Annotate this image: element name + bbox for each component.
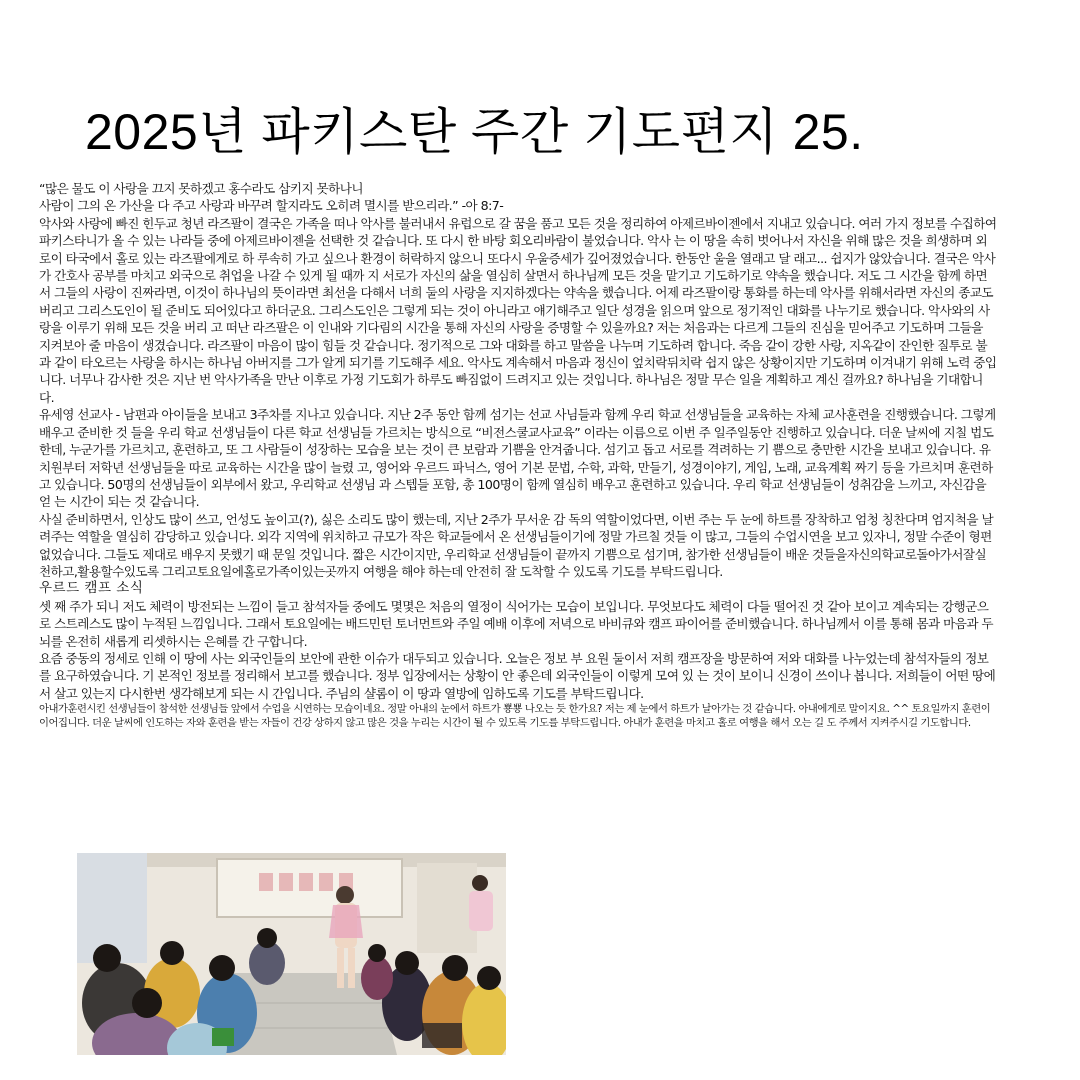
verse-line: “많은 물도 이 사랑을 끄지 못하겠고 홍수라도 삼키지 못하나니 [39,181,363,196]
page-title: 2025년 파키스탄 주간 기도편지 25. [85,104,864,160]
verse-line: 사람이 그의 온 가산을 다 주고 사랑과 바꾸려 할지라도 오히려 멸시를 받으리라.” -아 8:7- [39,198,504,214]
section-heading: 우르드 캠프 소식 [39,580,144,597]
body-paragraph: 요즘 중동의 정세로 인해 이 땅에 사는 외국인들의 보안에 관한 이슈가 대두되고 있습니다. 오늘은 정보 부 요원 둘이서 저희 캠프장을 방문하여 저와 대화를 나누었는데 참석자들의 정보를 요구하였습니다. 기 본적인 정보를 정리해서 보고를 했습니다. 정부 입장에서는 상황이 안 좋은데 외국인들이 이렇게 모여 있 는 것이 보이니 신경이 쓰이나 봅니다. 저희들이 어떤 땅에서 살고 있는지 다시한번 생각해보게 되는 시 간입니다. 주님의 샬롬이 이 땅과 열방에 임하도록 기도를 부탁드립니다. [39,650,996,701]
classroom-photo [77,853,506,1055]
body-paragraph: 사실 준비하면서, 인상도 많이 쓰고, 언성도 높이고(?), 싫은 소리도 많이 했는데, 지난 2주가 무서운 감 독의 역할이었다면, 이번 주는 두 눈에 하트를 장착하고 엄청 칭찬다며 엄지척을 날려주는 역할을 열심히 감당하고 있습니다. 외각 지역에 위치하고 규모가 작은 학교들에서 온 선생님들이기에 정말 가르칠 것들 이 많고, 그들의 수업시연을 보고 있자니, 정말 수준이 형편없었습니다. 그들도 제대로 배우지 못했기 때 문일 것입니다. 짧은 시간이지만, 우리학교 선생님들이 끝까지 기쁨으로 섬기며, 참가한 선생님들이 배운 것들을자신의학교로돌아가서잘실천하고,활용할수있도록 그리고토요일에홀로가족이있는곳까지 여행을 해야 하는데 안전히 잘 도착할 수 있도록 기도를 부탁드립니다. [39,511,994,579]
body-paragraph: 유세영 선교사 - 남편과 아이들을 보내고 3주차를 지나고 있습니다. 지난 2주 동안 함께 섬기는 선교 사님들과 함께 우리 학교 선생님들을 교육하는 자체 교사훈련을 진행했습니다. 그렇게 배우고 준비한 것 들을 우리 학교 선생님들이 다른 학교 선생님들 가르치는 방식으로 “비전스쿨교사교육” 이라는 이름으로 이번 주 일주일동안 진행하고 있습니다. 더운 날씨에 지칠 법도 한데, 누군가를 가르치고, 훈련하고, 또 그 사람들이 성장하는 모습을 보는 것이 큰 보람과 기쁨을 안겨줍니다. 섬기고 돕고 서로를 격려하는 기 쁨으로 충만한 시간을 보내고 있습니다. 유치원부터 저학년 선생님들을 따로 교육하는 시간을 많이 늘렸 고, 영어와 우르드 파닉스, 영어 기본 문법, 수학, 과학, 만들기, 성경이야기, 게임, 노래, 교육계획 짜기 등을 가르치며 훈련하고 있습니다. 50명의 선생님들이 외부에서 왔고, 우리학교 선생님 과 스텝들 포함, 총 100명이 함께 열심히 배우고 훈련하고 있습니다. 우리 학교 선생님들이 성취감을 느끼고, 자신감을 얻 는 시간이 되는 것 같습니다. [39,407,996,510]
classroom-photo-drawing [77,853,506,1055]
body-paragraph: 셋 째 주가 되니 저도 체력이 방전되는 느낌이 들고 참석자들 중에도 몇몇은 처음의 열정이 식어가는 모습이 보입니다. 무엇보다도 체력이 다들 떨어진 것 같아 보이고 계속되는 강행군으로 스트레스도 많이 누적된 느낌입니다. 그래서 토요일에는 배드민턴 토너먼트와 주일 예배 이후에 저녁으로 바비큐와 캠프 파이어를 준비했습니다. 하나님께서 이를 통해 몸과 마음과 두뇌를 온전히 새롭게 리셋하시는 은혜를 간 구합니다. [39,598,994,649]
photo-caption: 아내가훈련시킨 선생님들이 참석한 선생님들 앞에서 수업을 시연하는 모습이네요. 정말 아내의 눈에서 하트가 뿅뿅 나오는 듯 한가요? 저는 제 눈에서 하트가 날아가는 것 같습니다. 아내에게로 말이지요. ^^ 토요일까지 훈련이 이어집니다. 더운 날씨에 인도하는 자와 훈련을 받는 자들이 건강 상하지 않고 많은 것을 누리는 시간이 될 수 있도록 기도를 부탁드립니다. 아내가 훈련을 마치고 홀로 여행을 해서 오는 길 도 주께서 지켜주시길 기도합니다. [39,703,991,730]
letter-body [39,180,997,730]
body-paragraph: 악사와 사랑에 빠진 힌두교 청년 라즈팔이 결국은 가족을 떠나 악사를 불러내서 유럽으로 갈 꿈을 품고 모든 것을 정리하여 아제르바이젠에서 지내고 있습니다. 여러 가지 정보를 수집하여 파키스타니가 올 수 있는 나라들 중에 아제르바이젠을 선택한 것 같습니다. 또 다시 한 바탕 회오리바람이 불었습니다. 악사 는 이 땅을 속히 벗어나서 자신을 위해 많은 것을 희생하며 외로이 타국에서 홀로 있는 라즈팔에게로 하 루속히 가고 싶으나 환경이 허락하지 않으니 또다시 우울증세가 깊어졌었습니다. 한동안 울을 열래고 달 래고... 쉽지가 않았습니다. 결국은 악사가 간호사 공부를 마치고 외국으로 취업을 나갈 수 있게 될 때까 지 서로가 자신의 삶을 열심히 살면서 하나님께 모든 것을 맡기고 기도하기로 약속을 했습니다. 저도 그 시간을 함께 하면서 그들의 사랑이 진짜라면, 이것이 하나님의 뜻이라면 최선을 다해서 너희 둘의 사랑을 지지하겠다는 약속을 했습니다. 어제 라즈팔이랑 통화를 하는데 악사를 위해서라면 자신의 종교도 버리고 그리스도인이 될 준비도 되어있다고 하더군요. 그리스도인은 그렇게 되는 것이 아니라고 얘기해주고 일단 성경을 읽으며 앞으로 정기적인 대화를 나누기로 했습니다. 악사와의 사랑을 이루기 위해 모든 것을 버리 고 떠난 라즈팔은 이 인내와 기다림의 시간을 통해 자신의 사랑을 증명할 수 있을까요? 저는 처음과는 다르게 그들의 진심을 믿어주고 기도하며 그들을 지켜보아 줄 마음이 생겼습니다. 라즈팔이 마음이 많이 힘들 것 같습니다. 정기적으로 그와 대화를 하고 말씀을 나누며 기도하려 합니다. 죽음 같이 강한 사랑, 지옥같이 잔인한 질투로 불과 같이 타오르는 사랑을 하시는 하나님 아버지를 그가 알게 되기를 기도해주 세요. 악사도 계속해서 마음과 정신이 엎치락뒤치락 쉽지 않은 상황이지만 기도하며 이겨내기 위해 노력 중입니다. 너무나 감사한 것은 지난 번 악사가족을 만난 이후로 가정 기도회가 하루도 빠짐없이 드려지고 있는 것입니다. 하나님은 정말 무슨 일을 계획하고 계신 걸까요? 하나님을 기대합니다. [39,215,997,405]
